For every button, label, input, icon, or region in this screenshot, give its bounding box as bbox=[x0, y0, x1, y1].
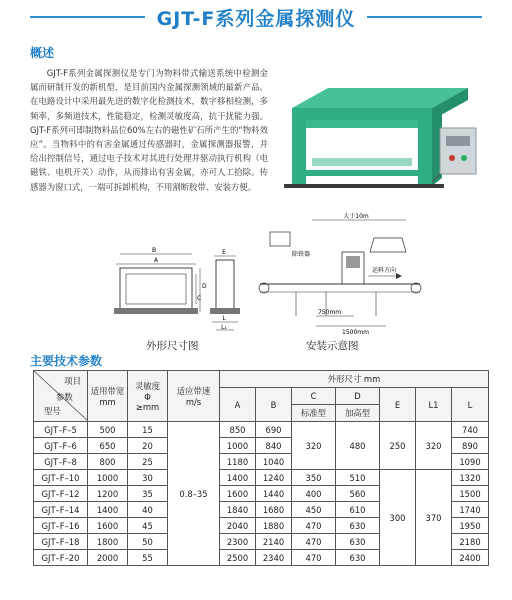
cell-b: 2140 bbox=[256, 534, 292, 550]
header-param: 参数 bbox=[56, 392, 73, 402]
product-photo bbox=[282, 66, 496, 201]
install-label-top-dim: 大于10m bbox=[343, 213, 369, 220]
cell-d: 630 bbox=[336, 518, 380, 534]
overview-heading: 概述 bbox=[30, 46, 55, 60]
cell-d: 560 bbox=[336, 486, 380, 502]
header-dimensions: 外形尺寸 mm bbox=[220, 371, 489, 388]
cell-sensitivity: 35 bbox=[128, 486, 168, 502]
outline-label-c: C bbox=[197, 295, 202, 302]
cell-a: 1180 bbox=[220, 454, 256, 470]
install-diagram bbox=[256, 212, 424, 340]
cell-l: 1950 bbox=[452, 518, 489, 534]
cell-sensitivity: 30 bbox=[128, 470, 168, 486]
page-title: GJT-F系列金属探测仪 bbox=[145, 8, 368, 30]
cell-b: 2340 bbox=[256, 550, 292, 566]
cell-a: 1600 bbox=[220, 486, 256, 502]
cell-b: 1240 bbox=[256, 470, 292, 486]
cell-d-group: 480 bbox=[336, 422, 380, 470]
specs-heading: 主要技术参数 bbox=[30, 354, 103, 368]
header-e: E bbox=[380, 388, 416, 422]
title-bar bbox=[0, 0, 512, 30]
cell-a: 2040 bbox=[220, 518, 256, 534]
cell-model: GJT–F–14 bbox=[34, 502, 88, 518]
cell-b: 1680 bbox=[256, 502, 292, 518]
caption-install: 安装示意图 bbox=[306, 340, 359, 352]
cell-l: 1500 bbox=[452, 486, 489, 502]
cell-l: 1320 bbox=[452, 470, 489, 486]
cell-speed: 0.8–35 bbox=[168, 422, 220, 566]
cell-l: 1740 bbox=[452, 502, 489, 518]
outline-label-a: A bbox=[153, 257, 159, 264]
cell-d: 630 bbox=[336, 550, 380, 566]
cell-c-group: 320 bbox=[292, 422, 336, 470]
cell-belt: 1200 bbox=[88, 486, 128, 502]
cell-a: 850 bbox=[220, 422, 256, 438]
header-sensitivity: 灵敏度 Φ ≥mm bbox=[128, 371, 168, 422]
cell-d: 610 bbox=[336, 502, 380, 518]
cell-l1-group: 320 bbox=[416, 422, 452, 470]
overview-paragraph: GJT-F系列金属探测仪是专门为物料带式输送系统中检测金属而研制开发的新机型，是目前国内金属探测领域的最新产品。在电路设计中采用最先进的数字化检测技术，数字移相检测，多频率，多频道技术，性能稳定，检测灵敏度高，抗干扰能力强。GJT-F系列可即制物料品位60%左右的磁性矿石所产生的“物料效应”。当物料中的有害金属通过传感器时，金属探测器报警，并给出控制信号，通过电子技术对其进行处理并驱动执行机构（电磁铁、电机开关）动作，从而排出有害金属，亦可人工拾除。传感器为窗口式，一端可拆卸机构，不用割断胶带、安装方便。 bbox=[30, 68, 268, 192]
cell-c: 400 bbox=[292, 486, 336, 502]
cell-l: 2400 bbox=[452, 550, 489, 566]
cell-sensitivity: 40 bbox=[128, 502, 168, 518]
cell-b: 840 bbox=[256, 438, 292, 454]
cell-e-group: 300 bbox=[380, 470, 416, 566]
spec-table bbox=[33, 370, 489, 566]
install-label-remover: 除铁器 bbox=[292, 251, 311, 258]
header-l: L bbox=[452, 388, 489, 422]
cell-belt: 2000 bbox=[88, 550, 128, 566]
cell-belt: 1800 bbox=[88, 534, 128, 550]
cell-a: 1000 bbox=[220, 438, 256, 454]
header-d: D bbox=[336, 388, 380, 405]
overview-text bbox=[30, 66, 268, 194]
cell-belt: 800 bbox=[88, 454, 128, 470]
cell-sensitivity: 15 bbox=[128, 422, 168, 438]
header-l1: L1 bbox=[416, 388, 452, 422]
cell-sensitivity: 45 bbox=[128, 518, 168, 534]
outline-label-e: E bbox=[222, 249, 226, 256]
install-label-1500: 1500mm bbox=[342, 329, 369, 336]
cell-c: 450 bbox=[292, 502, 336, 518]
cell-belt: 1600 bbox=[88, 518, 128, 534]
cell-l: 740 bbox=[452, 422, 489, 438]
cell-belt: 1400 bbox=[88, 502, 128, 518]
cell-c: 350 bbox=[292, 470, 336, 486]
outline-label-b: B bbox=[151, 247, 157, 254]
cell-a: 1840 bbox=[220, 502, 256, 518]
cell-c: 470 bbox=[292, 518, 336, 534]
header-standard: 标准型 bbox=[292, 405, 336, 422]
cell-l: 890 bbox=[452, 438, 489, 454]
header-c: C bbox=[292, 388, 336, 405]
install-label-750: 750mm bbox=[318, 309, 342, 316]
cell-c: 470 bbox=[292, 534, 336, 550]
cell-belt: 500 bbox=[88, 422, 128, 438]
cell-l: 2180 bbox=[452, 534, 489, 550]
header-b: B bbox=[256, 388, 292, 422]
cell-b: 690 bbox=[256, 422, 292, 438]
cell-d: 510 bbox=[336, 470, 380, 486]
cell-a: 2500 bbox=[220, 550, 256, 566]
cell-model: GJT–F–18 bbox=[34, 534, 88, 550]
header-param-model bbox=[34, 371, 88, 422]
cell-sensitivity: 20 bbox=[128, 438, 168, 454]
cell-model: GJT–F–10 bbox=[34, 470, 88, 486]
outline-label-d: D bbox=[202, 283, 207, 290]
cell-model: GJT–F–6 bbox=[34, 438, 88, 454]
cell-b: 1880 bbox=[256, 518, 292, 534]
outline-diagram bbox=[112, 242, 242, 334]
cell-e-group: 250 bbox=[380, 422, 416, 470]
table-row bbox=[34, 470, 489, 486]
cell-d: 630 bbox=[336, 534, 380, 550]
cell-model: GJT–F–8 bbox=[34, 454, 88, 470]
header-model: 型号 bbox=[44, 406, 61, 416]
cell-model: GJT–F–5 bbox=[34, 422, 88, 438]
cell-model: GJT–F–20 bbox=[34, 550, 88, 566]
outline-label-l: L bbox=[222, 315, 226, 322]
caption-outline: 外形尺寸图 bbox=[146, 340, 199, 352]
cell-model: GJT–F–16 bbox=[34, 518, 88, 534]
cell-l: 1090 bbox=[452, 454, 489, 470]
cell-a: 1400 bbox=[220, 470, 256, 486]
cell-l1-group: 370 bbox=[416, 470, 452, 566]
cell-model: GJT–F–12 bbox=[34, 486, 88, 502]
cell-sensitivity: 50 bbox=[128, 534, 168, 550]
table-row bbox=[34, 422, 489, 438]
cell-sensitivity: 55 bbox=[128, 550, 168, 566]
cell-belt: 650 bbox=[88, 438, 128, 454]
cell-b: 1040 bbox=[256, 454, 292, 470]
header-high: 加高型 bbox=[336, 405, 380, 422]
outline-label-l1: L₁ bbox=[221, 324, 227, 331]
install-label-direction: 运料方向 bbox=[372, 267, 397, 274]
header-item: 项目 bbox=[64, 376, 81, 386]
header-belt: 适用带宽 mm bbox=[88, 371, 128, 422]
cell-a: 2300 bbox=[220, 534, 256, 550]
cell-belt: 1000 bbox=[88, 470, 128, 486]
cell-sensitivity: 25 bbox=[128, 454, 168, 470]
cell-c: 470 bbox=[292, 550, 336, 566]
header-a: A bbox=[220, 388, 256, 422]
header-speed: 适应带速 m/s bbox=[168, 371, 220, 422]
cell-b: 1440 bbox=[256, 486, 292, 502]
